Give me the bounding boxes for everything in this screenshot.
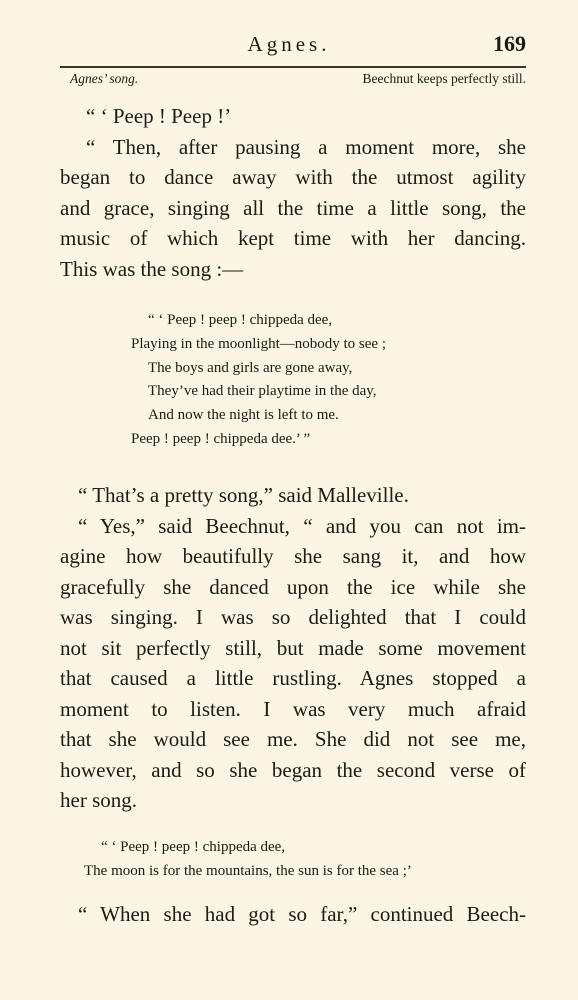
left-side-note: Agnes’ song. xyxy=(70,71,139,86)
verse-line: And now the night is left to me. xyxy=(148,407,339,424)
text-line: that she would see me. She did not see me, xyxy=(60,727,526,751)
text-line: This was the song :— xyxy=(60,256,244,281)
right-side-note: Beechnut keeps perfectly still. xyxy=(362,71,526,86)
text-line: however, and so she began the second verse of xyxy=(60,757,526,782)
running-head xyxy=(0,30,578,60)
text-line: music of which kept time with her dancing. xyxy=(60,226,526,250)
verse-line: “ ‘ Peep ! peep ! chippeda dee, xyxy=(148,312,333,328)
text-line: began to dance away with the utmost agility xyxy=(60,165,526,189)
page-number: 169 xyxy=(493,31,526,56)
text-line: gracefully she danced upon the ice while she xyxy=(60,574,526,599)
text-line: her song. xyxy=(60,788,137,812)
song-verse-2 xyxy=(84,836,412,884)
paragraph-block-1 xyxy=(60,101,526,284)
paragraph-block-2 xyxy=(60,480,526,816)
song-verse-1 xyxy=(131,309,386,452)
text-line: “ ‘ Peep ! Peep !’ xyxy=(86,104,232,128)
text-line: “ When she had got so far,” continued Beech- xyxy=(78,902,526,926)
running-title: Agnes. xyxy=(247,32,331,56)
verse-line: They’ve had their playtime in the day, xyxy=(148,383,377,400)
paragraph-block-3 xyxy=(60,899,526,930)
text-line: not sit perfectly still, but made some movement xyxy=(60,635,526,660)
verse-line: The moon is for the mountains, the sun is for the sea ;’ xyxy=(84,862,412,879)
verse-line: The boys and girls are gone away, xyxy=(148,359,353,376)
verse-line: Peep ! peep ! chippeda dee.’ ” xyxy=(131,430,311,447)
header-rule xyxy=(60,66,526,68)
text-line: agine how beautifully she sang it, and how xyxy=(60,544,526,568)
text-line: “ Yes,” said Beechnut, “ and you can not im- xyxy=(78,513,526,538)
text-line: was singing. I was so delighted that I could xyxy=(60,605,526,629)
text-line: and grace, singing all the time a little song, the xyxy=(60,195,526,220)
text-line: that caused a little rustling. Agnes stopped a xyxy=(60,666,526,690)
text-line: “ Then, after pausing a moment more, she xyxy=(86,134,526,159)
verse-line: Playing in the moonlight—nobody to see ; xyxy=(131,335,386,352)
text-line: moment to listen. I was very much afraid xyxy=(60,696,526,721)
text-line: “ That’s a pretty song,” said Malleville. xyxy=(78,483,409,507)
verse-line: “ ‘ Peep ! peep ! chippeda dee, xyxy=(101,839,286,855)
